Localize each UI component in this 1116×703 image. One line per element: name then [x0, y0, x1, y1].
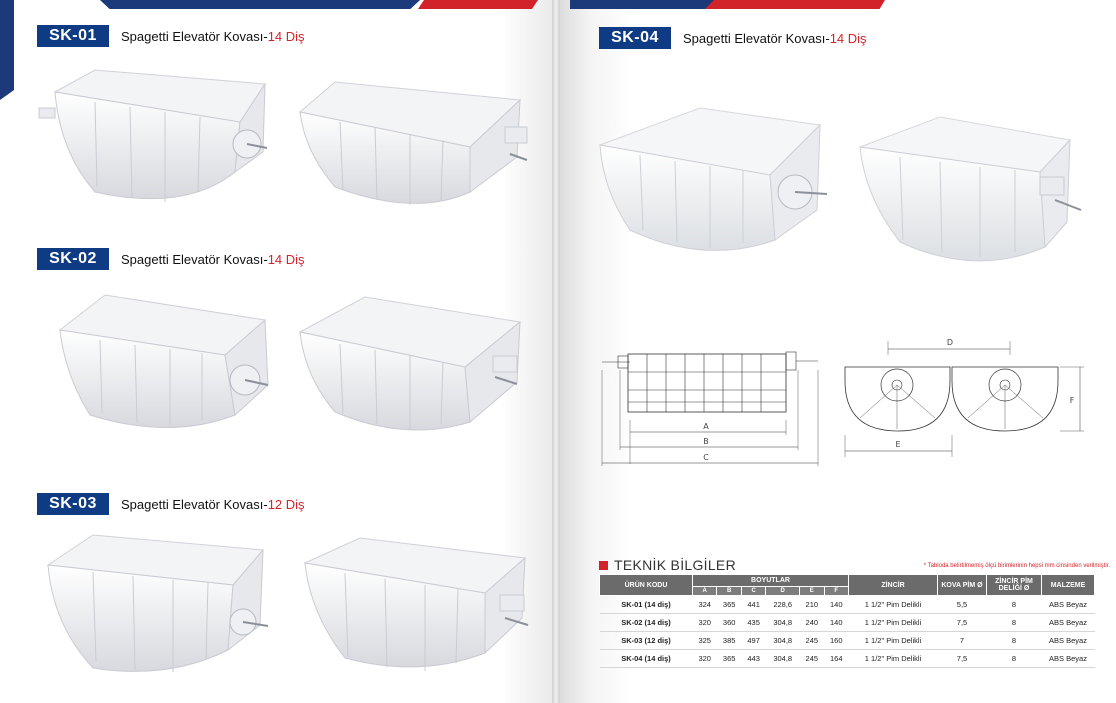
- section-header-sk02: [37, 248, 305, 270]
- top-stripe-red-right: [705, 0, 885, 9]
- technical-drawing-side-view: [600, 340, 820, 475]
- cell-bucket-pin: 5,5: [938, 596, 987, 614]
- cell-material: ABS Beyaz: [1042, 632, 1095, 650]
- top-stripe-blue-right: [570, 0, 730, 9]
- bucket-image-sk03-back: [300, 533, 535, 678]
- cell-e: 210: [800, 596, 824, 614]
- dimension-label-f: F: [1069, 396, 1075, 405]
- cell-chain: 1 1/2" Pim Delikli: [849, 614, 938, 632]
- left-blue-corner: [0, 0, 14, 100]
- cell-d: 304,8: [766, 650, 800, 668]
- cell-code: SK-03 (12 diş): [600, 632, 693, 650]
- cell-chain: 1 1/2" Pim Delikli: [849, 650, 938, 668]
- cell-e: 245: [800, 632, 824, 650]
- technical-info-title: TEKNİK BİLGİLER: [614, 557, 736, 573]
- dimension-label-a: A: [703, 422, 709, 431]
- dimension-label-e: E: [895, 440, 901, 449]
- cell-b: 385: [717, 632, 741, 650]
- cell-bucket-pin: 7,5: [938, 614, 987, 632]
- section-title: Spagetti Elevatör Kovası-12 Diş: [121, 496, 305, 512]
- dimension-label-b: B: [703, 437, 709, 446]
- top-stripe-red-left: [418, 0, 538, 9]
- table-row: [600, 650, 1095, 668]
- header-chain-pin-hole: ZİNCİR PİM DELİĞİ Ø: [987, 575, 1042, 596]
- dimension-label-c: C: [703, 453, 709, 462]
- section-header-sk04: [599, 27, 867, 49]
- technical-spec-table: [599, 574, 1095, 668]
- header-product-code: ÜRÜN KODU: [600, 575, 693, 596]
- cell-d: 228,6: [766, 596, 800, 614]
- red-square-bullet: [599, 561, 608, 570]
- cell-c: 435: [741, 614, 765, 632]
- cell-a: 320: [693, 614, 717, 632]
- bucket-image-sk02-front: [50, 285, 275, 435]
- cell-c: 497: [741, 632, 765, 650]
- header-dim-b: B: [717, 587, 741, 596]
- cell-bucket-pin: 7: [938, 632, 987, 650]
- header-dim-e: E: [800, 587, 824, 596]
- bucket-image-sk01-back: [295, 72, 535, 217]
- cell-chain: 1 1/2" Pim Delikli: [849, 596, 938, 614]
- cell-code: SK-04 (14 diş): [600, 650, 693, 668]
- header-dim-f: F: [824, 587, 848, 596]
- cell-chain-pin: 8: [987, 632, 1042, 650]
- product-code-badge: SK-04: [599, 27, 671, 49]
- technical-info-header: [599, 557, 736, 573]
- header-dim-a: A: [693, 587, 717, 596]
- cell-material: ABS Beyaz: [1042, 650, 1095, 668]
- cell-chain-pin: 8: [987, 596, 1042, 614]
- section-title: Spagetti Elevatör Kovası-14 Diş: [683, 30, 867, 46]
- cell-c: 441: [741, 596, 765, 614]
- cell-bucket-pin: 7,5: [938, 650, 987, 668]
- cell-e: 245: [800, 650, 824, 668]
- product-code-badge: SK-02: [37, 248, 109, 270]
- book-spine: [552, 0, 560, 703]
- bucket-image-sk04-back: [855, 112, 1085, 270]
- cell-f: 140: [824, 614, 848, 632]
- bucket-image-sk03-front: [38, 530, 273, 680]
- dimension-label-d: D: [946, 338, 954, 347]
- section-title: Spagetti Elevatör Kovası-14 Diş: [121, 251, 305, 267]
- cell-c: 443: [741, 650, 765, 668]
- section-title: Spagetti Elevatör Kovası-14 Diş: [121, 28, 305, 44]
- section-header-sk03: [37, 493, 305, 515]
- cell-material: ABS Beyaz: [1042, 614, 1095, 632]
- table-row: [600, 632, 1095, 650]
- cell-a: 320: [693, 650, 717, 668]
- cell-b: 365: [717, 650, 741, 668]
- bucket-image-sk01-front: [35, 62, 270, 212]
- cell-f: 140: [824, 596, 848, 614]
- cell-e: 240: [800, 614, 824, 632]
- cell-chain: 1 1/2" Pim Delikli: [849, 632, 938, 650]
- top-stripe-blue-left: [100, 0, 420, 9]
- cell-chain-pin: 8: [987, 614, 1042, 632]
- section-header-sk01: [37, 25, 305, 47]
- cell-code: SK-02 (14 diş): [600, 614, 693, 632]
- technical-drawing-end-view: [840, 333, 1090, 463]
- bucket-image-sk02-back: [295, 292, 530, 442]
- table-row: [600, 614, 1095, 632]
- cell-a: 324: [693, 596, 717, 614]
- header-material: MALZEME: [1042, 575, 1095, 596]
- cell-d: 304,8: [766, 614, 800, 632]
- header-dim-c: C: [741, 587, 765, 596]
- cell-f: 160: [824, 632, 848, 650]
- cell-chain-pin: 8: [987, 650, 1042, 668]
- cell-code: SK-01 (14 diş): [600, 596, 693, 614]
- cell-b: 365: [717, 596, 741, 614]
- bucket-image-sk04-front: [595, 100, 835, 260]
- table-row: [600, 596, 1095, 614]
- cell-d: 304,8: [766, 632, 800, 650]
- product-code-badge: SK-01: [37, 25, 109, 47]
- header-bucket-pin: KOVA PİM Ø: [938, 575, 987, 596]
- cell-a: 325: [693, 632, 717, 650]
- cell-f: 164: [824, 650, 848, 668]
- product-code-badge: SK-03: [37, 493, 109, 515]
- header-dimensions: BOYUTLAR: [693, 575, 849, 587]
- cell-b: 360: [717, 614, 741, 632]
- header-dim-d: D: [766, 587, 800, 596]
- cell-material: ABS Beyaz: [1042, 596, 1095, 614]
- header-chain: ZİNCİR: [849, 575, 938, 596]
- units-note: * Tabloda belirtilmemiş ölçü birimlerinin hepsi mm cinsinden verilmiştir.: [923, 563, 1110, 569]
